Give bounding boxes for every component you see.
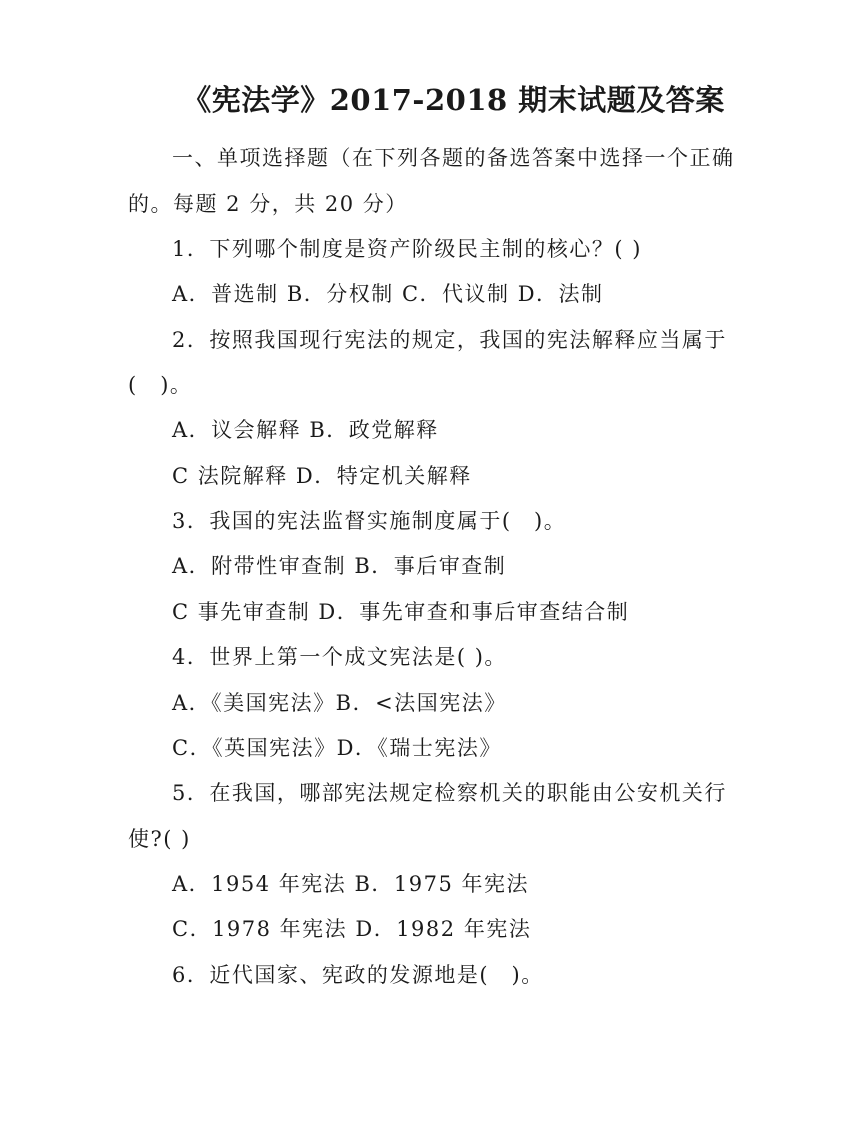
- question-4: 4．世界上第一个成文宪法是( )。: [172, 645, 507, 669]
- question-5-continued: 使?( ): [128, 827, 191, 851]
- section-heading-line-1: 一、单项选择题（在下列各题的备选答案中选择一个正确: [172, 146, 735, 170]
- question-2-options-cd: C 法院解释 D．特定机关解释: [172, 464, 472, 488]
- document-title: 《宪法学》2017-2018 期末试题及答案: [182, 83, 725, 117]
- question-3-options-ab: A．附带性审查制 B．事后审查制: [172, 554, 507, 578]
- question-2-continued: ( )。: [128, 373, 193, 397]
- question-2: 2．按照我国现行宪法的规定，我国的宪法解释应当属于: [172, 328, 727, 352]
- question-2-options-ab: A．议会解释 B．政党解释: [172, 418, 439, 442]
- question-4-options-ab: A．《美国宪法》B．<法国宪法》: [172, 691, 507, 715]
- question-1: 1．下列哪个制度是资产阶级民主制的核心？( ): [172, 237, 642, 261]
- question-1-options: A．普选制 B．分权制 C．代议制 D．法制: [172, 282, 604, 306]
- question-6: 6．近代国家、宪政的发源地是( )。: [172, 963, 544, 987]
- question-4-options-cd: C．《英国宪法》D．《瑞士宪法》: [172, 736, 502, 760]
- question-3: 3．我国的宪法监督实施制度属于( )。: [172, 509, 567, 533]
- question-5-options-cd: C．1978 年宪法 D．1982 年宪法: [172, 917, 532, 941]
- question-5: 5．在我国，哪部宪法规定检察机关的职能由公安机关行: [172, 781, 727, 805]
- section-heading-line-2: 的。每题 2 分，共 20 分）: [128, 192, 408, 216]
- question-3-options-cd: C 事先审查制 D．事先审查和事后审查结合制: [172, 600, 630, 624]
- question-5-options-ab: A．1954 年宪法 B．1975 年宪法: [172, 872, 530, 896]
